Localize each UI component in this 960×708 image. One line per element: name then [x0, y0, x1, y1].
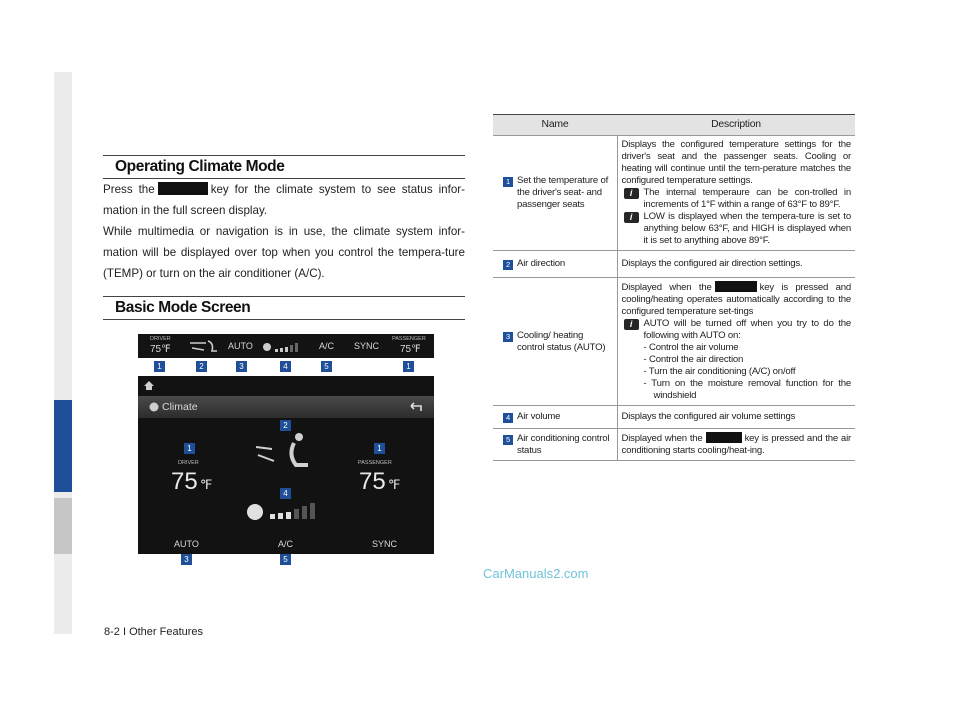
row-name: Set the temperature of the driver's seat- and passenger seats [517, 175, 609, 210]
number-badge: 4 [503, 413, 513, 423]
paragraph-press-key: Press the key for the climate system to see status infor-mation in the full screen display. [103, 183, 465, 217]
row-description: Displays the configured temperature settings for the driver's seat and the passenger seats. Cooling or heating will continue until the tem-perature matches the configured temperature settings. [621, 139, 851, 186]
climate-description-table [493, 114, 855, 461]
callout-badge: 3 [236, 361, 247, 372]
callout-badge: 2 [280, 420, 291, 431]
callout-badge: 4 [280, 361, 291, 372]
list-item: - Turn the air conditioning (A/C) on/off [643, 366, 796, 377]
page-footer: 8-2 I Other Features [104, 626, 204, 638]
number-badge: 3 [503, 332, 513, 342]
info-icon: i [624, 212, 639, 223]
callout-badge: 3 [181, 554, 192, 565]
climate-title-bar: Climate [138, 396, 434, 418]
list-item: - Turn on the moisture removal function for the windshield [643, 378, 851, 401]
number-badge: 2 [503, 260, 513, 270]
row-description: Displays the configured air direction settings. [617, 251, 855, 278]
info-note: i The internal temperaure can be con-trolled in increments of 1°F within a range of 63°F to 89°F. [622, 187, 852, 211]
callout-badge: 2 [196, 361, 207, 372]
row-description: Displays the configured air volume settings [617, 406, 855, 429]
key-image [715, 281, 757, 292]
table-row [493, 406, 855, 429]
number-badge: 5 [503, 435, 513, 445]
table-row: 3 Cooling/ heating control status (AUTO) Displayed when the key is pressed and cooling/heating operates automatically according to the configured temperature set-tings i AUTO will be turned off when you try to do the following with AUTO on: - Control the air volume - Control the air direction - Turn the air conditioning (A/C) on/off - Turn on the moisture removal function for the windshield [493, 278, 855, 406]
fan-level-icon [246, 500, 322, 522]
callout-badge: 4 [280, 488, 291, 499]
seat-airflow-icon [254, 431, 314, 475]
table-header-row [493, 115, 855, 136]
climate-main-screenshot: Climate DRIVER 75 ℉ PASSENGER 75 ℉ AUTO A/C SYNC [138, 376, 434, 554]
watermark: CarManuals2.com [483, 566, 589, 581]
home-icon [143, 380, 155, 391]
callout-badge: 1 [154, 361, 165, 372]
section-heading-text: Operating Climate Mode [115, 158, 285, 175]
table-row [493, 136, 855, 251]
table-row: 5 Air conditioning control status Displayed when the key is pressed and the air conditioning starts cooling/heat-ing. [493, 429, 855, 461]
column-header-description: Description [617, 115, 855, 136]
list-item: - Control the air volume [643, 342, 739, 353]
fan-volume-icon [262, 340, 306, 354]
callout-badge: 5 [280, 554, 291, 565]
section-heading-climate-mode [103, 155, 465, 179]
row-name: Air volume [517, 411, 561, 422]
callout-badge: 5 [321, 361, 332, 372]
column-header-name: Name [493, 115, 617, 136]
side-tab-active [54, 400, 72, 492]
number-badge: 1 [503, 177, 513, 187]
key-image [158, 182, 208, 195]
info-icon: i [624, 188, 639, 199]
back-icon [408, 401, 424, 413]
key-image [706, 432, 742, 443]
air-direction-icon [188, 339, 218, 353]
row-name: Air conditioning control status [517, 432, 610, 456]
fan-icon [148, 402, 160, 412]
paragraph-multimedia: While multimedia or navigation is in use, the climate system infor-mation will be displayed over top when you control the tempera-ture (TEMP) or turn on the air conditioner (A/C). [103, 225, 465, 280]
side-tab-inactive [54, 498, 72, 554]
row-name: Cooling/ heating control status (AUTO) [517, 329, 606, 353]
callout-badge: 1 [184, 443, 195, 454]
callout-badge: 1 [403, 361, 414, 372]
section-heading-text: Basic Mode Screen [115, 299, 251, 316]
callout-badge: 1 [374, 443, 385, 454]
climate-top-bar-screenshot: DRIVER 75℉ AUTO A/C SYNC PASSENGER 75℉ [138, 334, 434, 358]
list-item: - Control the air direction [643, 354, 744, 365]
section-heading-basic-mode [103, 296, 465, 320]
row-name: Air direction [517, 258, 566, 269]
table-row [493, 251, 855, 278]
info-note: i AUTO will be turned off when you try to do the following with AUTO on: [622, 318, 852, 342]
info-note: i LOW is displayed when the tempera-ture is set to anything below 63°F, and HIGH is displayed when it is set to anything above 89°F. [622, 211, 852, 247]
info-icon: i [624, 319, 639, 330]
